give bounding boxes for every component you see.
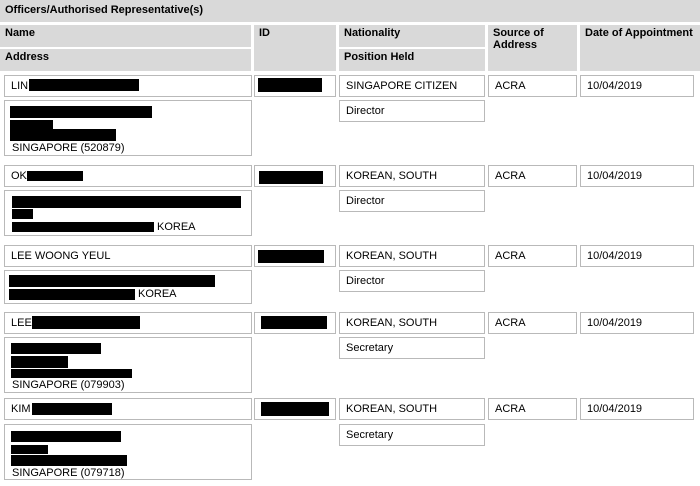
officer-date: 10/04/2019 xyxy=(580,312,694,334)
officer-nationality: KOREAN, SOUTH xyxy=(339,312,485,334)
header-name: Name xyxy=(0,25,251,47)
redaction-bar xyxy=(10,129,116,141)
header-date-of-appointment: Date of Appointment xyxy=(580,25,700,71)
redaction-bar xyxy=(261,402,329,416)
officer-position: Secretary xyxy=(339,424,485,446)
redaction-bar xyxy=(11,356,68,368)
redaction-bar xyxy=(11,369,132,378)
officer-date: 10/04/2019 xyxy=(580,245,694,267)
address-line: KOREA xyxy=(138,288,177,300)
header-nationality: Nationality xyxy=(339,25,485,47)
redaction-bar xyxy=(11,445,48,454)
officer-nationality: KOREAN, SOUTH xyxy=(339,245,485,267)
redaction-bar xyxy=(29,79,139,91)
header-address: Address xyxy=(0,49,251,71)
officer-position: Director xyxy=(339,100,485,122)
officer-address xyxy=(4,270,252,304)
redaction-bar xyxy=(11,343,101,354)
officer-source: ACRA xyxy=(488,312,577,334)
officer-address xyxy=(4,100,252,156)
officer-position: Director xyxy=(339,190,485,212)
officer-name: KIM xyxy=(4,398,252,420)
officer-position: Director xyxy=(339,270,485,292)
officer-position: Secretary xyxy=(339,337,485,359)
redaction-bar xyxy=(11,431,121,442)
redaction-bar xyxy=(9,289,135,300)
address-line: SINGAPORE (079903) xyxy=(12,379,125,391)
redaction-bar xyxy=(11,455,127,466)
redaction-bar xyxy=(10,106,152,118)
redaction-bar xyxy=(27,171,83,181)
header-id: ID xyxy=(254,25,336,71)
officer-address xyxy=(4,337,252,393)
officer-source: ACRA xyxy=(488,245,577,267)
redaction-bar xyxy=(12,222,154,232)
redaction-bar xyxy=(12,196,241,208)
redaction-bar xyxy=(258,250,324,263)
address-line: SINGAPORE (079718) xyxy=(12,467,125,479)
officer-nationality: KOREAN, SOUTH xyxy=(339,165,485,187)
officer-date: 10/04/2019 xyxy=(580,165,694,187)
officer-source: ACRA xyxy=(488,75,577,97)
officer-nationality: KOREAN, SOUTH xyxy=(339,398,485,420)
redaction-bar xyxy=(259,171,323,184)
officer-name: OK xyxy=(4,165,252,187)
redaction-bar xyxy=(9,275,215,287)
header-position-held: Position Held xyxy=(339,49,485,71)
redaction-bar xyxy=(261,316,327,329)
redaction-bar xyxy=(32,316,140,329)
officer-nationality: SINGAPORE CITIZEN xyxy=(339,75,485,97)
address-line: KOREA xyxy=(157,221,196,233)
officer-source: ACRA xyxy=(488,165,577,187)
redaction-bar xyxy=(258,78,322,92)
header-source-of-address: Source of Address xyxy=(488,25,577,71)
officer-source: ACRA xyxy=(488,398,577,420)
officer-name: LIN xyxy=(4,75,252,97)
section-title: Officers/Authorised Representative(s) xyxy=(0,0,700,22)
officer-name: LEE WOONG YEUL xyxy=(4,245,252,267)
officer-date: 10/04/2019 xyxy=(580,75,694,97)
officer-date: 10/04/2019 xyxy=(580,398,694,420)
redaction-bar xyxy=(12,209,33,219)
redaction-bar xyxy=(32,403,112,415)
address-line: SINGAPORE (520879) xyxy=(12,142,125,154)
officer-name: LEE xyxy=(4,312,252,334)
officer-address xyxy=(4,190,252,236)
officer-address xyxy=(4,424,252,480)
